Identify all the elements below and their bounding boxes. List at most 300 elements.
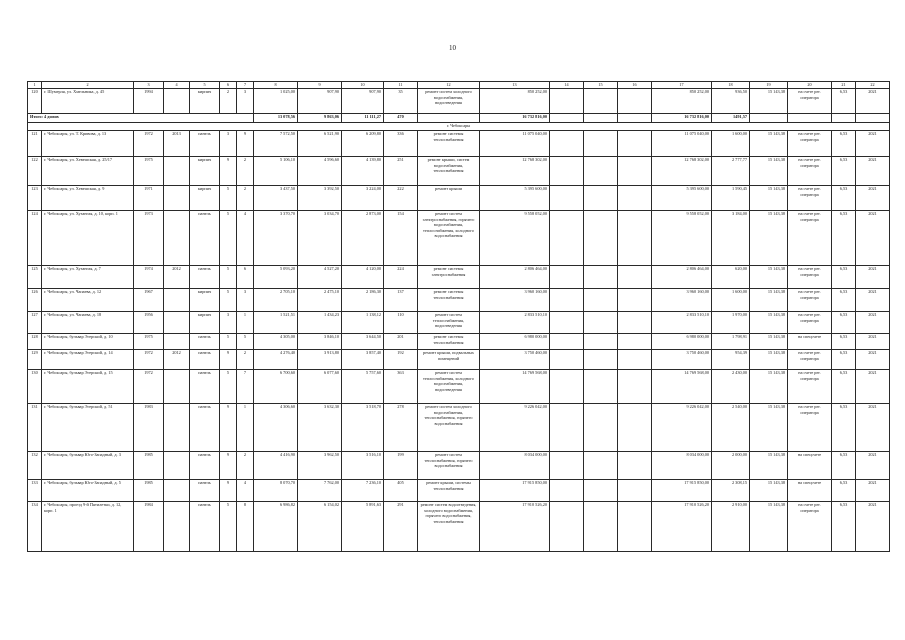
total-area-cell: 13 078,56 (254, 114, 298, 123)
cost-cell (584, 186, 618, 211)
fund-method-cell: на счете рег. оператора (788, 131, 832, 157)
floors-cell: 2 (220, 89, 237, 114)
planned-year-cell: 2021 (856, 131, 890, 157)
total-row (28, 114, 890, 123)
column-number-cell: 11 (384, 82, 418, 89)
total-area-cell: 1 521,51 (254, 312, 298, 334)
wall-material-cell: кирпич (190, 186, 220, 211)
fund-method-cell: на счете рег. оператора (788, 370, 832, 404)
works-cell: ремонт систем теплоснабжения, холодного водоснабжения, водоотведения (418, 370, 480, 404)
row-number-cell: 126 (28, 289, 42, 312)
column-number-cell: 4 (164, 82, 190, 89)
planned-year-cell: 2021 (856, 452, 890, 480)
cost-cell (584, 89, 618, 114)
row-number-cell: 128 (28, 334, 42, 350)
year-reconstructed-cell: 2012 (164, 350, 190, 370)
floors-cell: 3 (220, 312, 237, 334)
cost-total-cell: 14 769 568,00 (480, 370, 550, 404)
planned-year-cell: 2021 (856, 404, 890, 452)
private-area-cell: 907,90 (342, 89, 384, 114)
column-number-cell: 6 (220, 82, 237, 89)
table-row (28, 452, 890, 480)
cost-cell (618, 266, 652, 289)
entrances-cell: 9 (237, 131, 254, 157)
cost-cell (550, 350, 584, 370)
column-number-cell: 10 (342, 82, 384, 89)
column-number-cell: 13 (480, 82, 550, 89)
address-cell: г. Чебоксары, бульвар Юго-Западный, д. 5 (42, 480, 134, 502)
row-number-cell: 129 (28, 350, 42, 370)
entrances-cell: 8 (237, 502, 254, 552)
works-cell: ремонт системы теплоснабжения (418, 131, 480, 157)
living-area-cell: 4 527,20 (298, 266, 342, 289)
works-cell: ремонт системы теплоснабжения (418, 289, 480, 312)
planned-year-cell: 2021 (856, 211, 890, 266)
year-built-cell: 1967 (134, 289, 164, 312)
wall-material-cell: панель (190, 452, 220, 480)
year-built-cell: 1972 (134, 131, 164, 157)
residents-cell: 363 (384, 370, 418, 404)
cost-total-cell: 3 960 160,00 (480, 289, 550, 312)
address-cell: г. Чебоксары, ул. Хевешская, д. 9 (42, 186, 134, 211)
column-number-row (28, 82, 890, 89)
entrances-cell: 3 (237, 289, 254, 312)
row-number-cell: 124 (28, 211, 42, 266)
private-area-cell: 5 757,60 (342, 370, 384, 404)
cost-cell (584, 350, 618, 370)
index-cell: 6,53 (832, 350, 856, 370)
cost-cell (550, 452, 584, 480)
address-cell: г. Чебоксары, проезд 9-й Пятилетки, д. 12, корп. 1 (42, 502, 134, 552)
cost-per-m2-cell: 2 540,00 (712, 404, 750, 452)
cost-cell (584, 312, 618, 334)
total-area-cell: 5 093,20 (254, 266, 298, 289)
empty-cell (788, 114, 832, 123)
total-living-area-cell: 9 863,06 (298, 114, 342, 123)
entrances-cell: 2 (237, 157, 254, 186)
planned-year-cell: 2021 (856, 157, 890, 186)
private-area-cell: 7 236,10 (342, 480, 384, 502)
wall-material-cell: кирпич (190, 289, 220, 312)
cost-cell (618, 131, 652, 157)
year-built-cell: 1974 (134, 266, 164, 289)
planned-year-cell: 2021 (856, 266, 890, 289)
total-area-cell: 4 416,90 (254, 452, 298, 480)
year-reconstructed-cell (164, 289, 190, 312)
private-area-cell: 3 857,40 (342, 350, 384, 370)
living-area-cell: 3 913,80 (298, 350, 342, 370)
limit-per-m2-cell: 15 143,38 (750, 480, 788, 502)
total-area-cell: 7 572,50 (254, 131, 298, 157)
floors-cell: 5 (220, 370, 237, 404)
year-reconstructed-cell (164, 334, 190, 350)
page-number: 10 (449, 44, 456, 52)
year-built-cell: 1971 (134, 186, 164, 211)
index-cell: 6,53 (832, 312, 856, 334)
entrances-cell: 1 (237, 404, 254, 452)
cost-total-cell: 17 910 526,20 (480, 502, 550, 552)
living-area-cell: 1 434,23 (298, 312, 342, 334)
year-built-cell: 1956 (134, 312, 164, 334)
table-row (28, 480, 890, 502)
wall-material-cell: кирпич (190, 89, 220, 114)
empty-cell (418, 114, 480, 123)
table-row (28, 334, 890, 350)
column-number-cell: 8 (254, 82, 298, 89)
year-built-cell: 1985 (134, 480, 164, 502)
address-cell: г. Чебоксары, ул. Т. Кривова, д. 13 (42, 131, 134, 157)
works-cell: ремонт систем электроснабжения, горячего водоснабжения, теплоснабжения, холодного водоснабжения (418, 211, 480, 266)
total-cost-per-m2-cell: 1491,57 (712, 114, 750, 123)
floors-cell: 9 (220, 157, 237, 186)
table-row (28, 157, 890, 186)
works-cell: ремонт крыши, системы теплоснабжения (418, 480, 480, 502)
limit-per-m2-cell: 15 143,38 (750, 312, 788, 334)
private-area-cell: 4 139,80 (342, 157, 384, 186)
address-cell: г. Чебоксары, ул. Чапаева, д. 12 (42, 289, 134, 312)
address-cell: г. Чебоксары, бульвар Юго-Западный, д. 3 (42, 452, 134, 480)
total-area-cell: 5 106,10 (254, 157, 298, 186)
total-area-cell: 1 025,00 (254, 89, 298, 114)
cost-owners-cell: 850 252,00 (652, 89, 712, 114)
floors-cell: 5 (220, 211, 237, 266)
table-row (28, 350, 890, 370)
cost-cell (584, 131, 618, 157)
cost-cell (550, 131, 584, 157)
cost-owners-cell: 5 395 600,00 (652, 186, 712, 211)
private-area-cell: 3 518,70 (342, 404, 384, 452)
planned-year-cell: 2021 (856, 370, 890, 404)
column-number-cell: 2 (42, 82, 134, 89)
table-row (28, 266, 890, 289)
floors-cell: 9 (220, 452, 237, 480)
residents-cell: 405 (384, 480, 418, 502)
year-reconstructed-cell (164, 480, 190, 502)
residents-cell: 192 (384, 350, 418, 370)
living-area-cell: 6 077,60 (298, 370, 342, 404)
fund-method-cell: на счете рег. оператора (788, 404, 832, 452)
fund-method-cell: на счете рег. оператора (788, 157, 832, 186)
table-row (28, 404, 890, 452)
address-cell: г. Чебоксары, бульвар Эгерский, д. 51 (42, 404, 134, 452)
year-built-cell: 1985 (134, 452, 164, 480)
private-area-cell: 3 516,10 (342, 452, 384, 480)
cost-cell (550, 480, 584, 502)
living-area-cell: 907,90 (298, 89, 342, 114)
index-cell: 6,53 (832, 334, 856, 350)
cost-cell (618, 480, 652, 502)
row-number-cell: 132 (28, 452, 42, 480)
index-cell: 6,53 (832, 452, 856, 480)
index-cell: 6,53 (832, 186, 856, 211)
cost-cell (550, 186, 584, 211)
total-cost-owners-cell: 16 732 816,00 (652, 114, 712, 123)
planned-year-cell: 2021 (856, 186, 890, 211)
index-cell: 6,53 (832, 404, 856, 452)
table-row (28, 289, 890, 312)
total-area-cell: 4 306,60 (254, 404, 298, 452)
row-number-cell: 120 (28, 89, 42, 114)
year-built-cell: 1973 (134, 211, 164, 266)
limit-per-m2-cell: 15 143,38 (750, 131, 788, 157)
row-number-cell: 130 (28, 370, 42, 404)
year-built-cell: 1984 (134, 502, 164, 552)
year-reconstructed-cell (164, 452, 190, 480)
index-cell: 6,53 (832, 131, 856, 157)
works-cell: ремонт систем теплоснабжения, горячего водоснабжения (418, 452, 480, 480)
table-body (28, 82, 890, 552)
total-area-cell: 4 305,00 (254, 334, 298, 350)
year-built-cell: 1983 (134, 404, 164, 452)
cost-total-cell: 5 395 600,00 (480, 186, 550, 211)
total-area-cell: 2 705,10 (254, 289, 298, 312)
empty-cell (584, 114, 618, 123)
entrances-cell: 7 (237, 370, 254, 404)
total-area-cell: 3 370,70 (254, 211, 298, 266)
year-built-cell: 1975 (134, 157, 164, 186)
year-reconstructed-cell (164, 186, 190, 211)
cost-cell (550, 266, 584, 289)
living-area-cell: 3 962,50 (298, 452, 342, 480)
cost-owners-cell: 2 806 464,00 (652, 266, 712, 289)
cost-owners-cell: 14 769 568,00 (652, 370, 712, 404)
cost-owners-cell: 17 910 526,20 (652, 502, 712, 552)
city-header-row (28, 123, 890, 131)
cost-per-m2-cell: 2 430,00 (712, 370, 750, 404)
column-number-cell: 20 (788, 82, 832, 89)
cost-cell (550, 289, 584, 312)
floors-cell: 5 (220, 266, 237, 289)
wall-material-cell: панель (190, 266, 220, 289)
cost-owners-cell: 12 768 302,00 (652, 157, 712, 186)
cost-total-cell: 8 034 000,00 (480, 452, 550, 480)
cost-cell (618, 157, 652, 186)
wall-material-cell: панель (190, 404, 220, 452)
total-residents-cell: 470 (384, 114, 418, 123)
capital-repair-register-table (27, 81, 890, 552)
cost-per-m2-cell: 2 308,15 (712, 480, 750, 502)
cost-cell (550, 312, 584, 334)
cost-owners-cell: 3 960 160,00 (652, 289, 712, 312)
entrances-cell: 2 (237, 350, 254, 370)
cost-total-cell: 850 252,00 (480, 89, 550, 114)
address-cell: г. Чебоксары, бульвар Эгерский, д. 10 (42, 334, 134, 350)
wall-material-cell: панель (190, 480, 220, 502)
cost-total-cell: 2 806 464,00 (480, 266, 550, 289)
year-built-cell: 1972 (134, 350, 164, 370)
cost-per-m2-cell: 1 970,00 (712, 312, 750, 334)
column-number-cell: 14 (550, 82, 584, 89)
private-area-cell: 5 891,63 (342, 502, 384, 552)
private-area-cell: 3 644,50 (342, 334, 384, 350)
residents-cell: 110 (384, 312, 418, 334)
limit-per-m2-cell: 15 143,38 (750, 350, 788, 370)
works-cell: ремонт систем холодного водоснабжения, водоотведения (418, 89, 480, 114)
planned-year-cell: 2021 (856, 334, 890, 350)
cost-per-m2-cell: 3 184,00 (712, 211, 750, 266)
empty-cell (856, 114, 890, 123)
works-cell: ремонт систем водоотведения, холодного водоснабжения, горячего водоснабжения, теплоснабжения (418, 502, 480, 552)
cost-per-m2-cell: 954,39 (712, 350, 750, 370)
private-area-cell: 1 138,12 (342, 312, 384, 334)
cost-per-m2-cell: 2 910,00 (712, 502, 750, 552)
address-cell: г. Чебоксары, ул. Хузангая, д. 10, корп. 1 (42, 211, 134, 266)
total-private-area-cell: 11 111,27 (342, 114, 384, 123)
column-number-cell: 15 (584, 82, 618, 89)
cost-total-cell: 3 750 460,00 (480, 350, 550, 370)
cost-cell (584, 452, 618, 480)
limit-per-m2-cell: 15 143,38 (750, 157, 788, 186)
limit-per-m2-cell: 15 143,38 (750, 452, 788, 480)
year-reconstructed-cell (164, 370, 190, 404)
living-area-cell: 4 596,60 (298, 157, 342, 186)
limit-per-m2-cell: 15 143,38 (750, 289, 788, 312)
index-cell: 6,53 (832, 370, 856, 404)
wall-material-cell: панель (190, 211, 220, 266)
table-row (28, 89, 890, 114)
cost-cell (618, 370, 652, 404)
fund-method-cell: на спецсчете (788, 334, 832, 350)
cost-cell (618, 404, 652, 452)
cost-cell (584, 370, 618, 404)
cost-cell (618, 502, 652, 552)
wall-material-cell: панель (190, 370, 220, 404)
cost-total-cell: 9 226 042,00 (480, 404, 550, 452)
entrances-cell: 5 (237, 334, 254, 350)
index-cell: 6,53 (832, 502, 856, 552)
planned-year-cell: 2021 (856, 312, 890, 334)
total-area-cell: 4 276,40 (254, 350, 298, 370)
living-area-cell: 6 154,02 (298, 502, 342, 552)
table-row (28, 131, 890, 157)
floors-cell: 9 (220, 480, 237, 502)
private-area-cell: 4 120,00 (342, 266, 384, 289)
residents-cell: 35 (384, 89, 418, 114)
cost-total-cell: 17 915 850,00 (480, 480, 550, 502)
cost-per-m2-cell: 620,00 (712, 266, 750, 289)
entrances-cell: 2 (237, 186, 254, 211)
address-cell: г. Чебоксары, бульвар Эгерский, д. 14 (42, 350, 134, 370)
cost-per-m2-cell: 1 798,91 (712, 334, 750, 350)
cost-cell (584, 502, 618, 552)
column-number-cell: 3 (134, 82, 164, 89)
cost-cell (584, 266, 618, 289)
fund-method-cell: на счете рег. оператора (788, 350, 832, 370)
residents-cell: 251 (384, 157, 418, 186)
wall-material-cell: панель (190, 334, 220, 350)
cost-cell (584, 211, 618, 266)
year-reconstructed-cell (164, 312, 190, 334)
address-cell: г. Чебоксары, ул. Хузангая, д. 7 (42, 266, 134, 289)
residents-cell: 291 (384, 502, 418, 552)
residents-cell: 201 (384, 334, 418, 350)
cost-owners-cell: 8 034 000,00 (652, 452, 712, 480)
year-reconstructed-cell: 2012 (164, 266, 190, 289)
column-number-cell: 16 (618, 82, 652, 89)
cost-owners-cell: 17 915 850,00 (652, 480, 712, 502)
cost-owners-cell: 9 558 052,00 (652, 211, 712, 266)
works-cell: ремонт системы теплоснабжения (418, 334, 480, 350)
residents-cell: 199 (384, 452, 418, 480)
index-cell: 6,53 (832, 289, 856, 312)
limit-per-m2-cell: 15 143,38 (750, 186, 788, 211)
cost-cell (584, 404, 618, 452)
total-area-cell: 8 070,70 (254, 480, 298, 502)
cost-per-m2-cell: 2 777,77 (712, 157, 750, 186)
year-reconstructed-cell: 2013 (164, 131, 190, 157)
fund-method-cell: на спецсчете (788, 452, 832, 480)
row-number-cell: 121 (28, 131, 42, 157)
row-number-cell: 134 (28, 502, 42, 552)
cost-cell (618, 289, 652, 312)
wall-material-cell: кирпич (190, 157, 220, 186)
cost-cell (618, 312, 652, 334)
floors-cell: 9 (220, 350, 237, 370)
row-number-cell: 122 (28, 157, 42, 186)
living-area-cell: 3 392,50 (298, 186, 342, 211)
residents-cell: 336 (384, 131, 418, 157)
living-area-cell: 3 632,30 (298, 404, 342, 452)
column-number-cell: 7 (237, 82, 254, 89)
works-cell: ремонт крыши, подвальных помещений (418, 350, 480, 370)
living-area-cell: 7 762,00 (298, 480, 342, 502)
cost-per-m2-cell: 936,50 (712, 89, 750, 114)
planned-year-cell: 2021 (856, 502, 890, 552)
cost-total-cell: 6 980 000,00 (480, 334, 550, 350)
floors-cell: 5 (220, 334, 237, 350)
year-reconstructed-cell (164, 404, 190, 452)
table-row (28, 211, 890, 266)
cost-owners-cell: 3 750 460,00 (652, 350, 712, 370)
total-label-cell: Итого: 4 домов (28, 114, 254, 123)
fund-method-cell: на счете рег. оператора (788, 312, 832, 334)
wall-material-cell: панель (190, 350, 220, 370)
column-number-cell: 21 (832, 82, 856, 89)
row-number-cell: 127 (28, 312, 42, 334)
works-cell: ремонт систем холодного водоснабжения, теплоснабжения, горячего водоснабжения (418, 404, 480, 452)
row-number-cell: 131 (28, 404, 42, 452)
fund-method-cell: на счете рег. оператора (788, 89, 832, 114)
planned-year-cell: 2021 (856, 89, 890, 114)
cost-owners-cell: 9 226 042,00 (652, 404, 712, 452)
wall-material-cell: кирпич (190, 312, 220, 334)
limit-per-m2-cell: 15 143,38 (750, 334, 788, 350)
index-cell: 6,53 (832, 480, 856, 502)
residents-cell: 224 (384, 266, 418, 289)
year-reconstructed-cell (164, 157, 190, 186)
floors-cell: 5 (220, 502, 237, 552)
address-cell: г. Шумерля, ул. Хмельника, д. 45 (42, 89, 134, 114)
cost-per-m2-cell: 1 590,45 (712, 186, 750, 211)
floors-cell: 5 (220, 289, 237, 312)
living-area-cell: 3 846,10 (298, 334, 342, 350)
index-cell: 6,53 (832, 266, 856, 289)
floors-cell: 5 (220, 186, 237, 211)
limit-per-m2-cell: 15 143,38 (750, 266, 788, 289)
city-name-cell: г. Чебоксары (28, 123, 890, 131)
row-number-cell: 133 (28, 480, 42, 502)
cost-owners-cell: 2 833 510,10 (652, 312, 712, 334)
limit-per-m2-cell: 15 143,38 (750, 89, 788, 114)
index-cell: 6,53 (832, 211, 856, 266)
residents-cell: 278 (384, 404, 418, 452)
address-cell: г. Чебоксары, бульвар Эгерский, д. 15 (42, 370, 134, 404)
cost-owners-cell: 6 980 000,00 (652, 334, 712, 350)
cost-cell (584, 289, 618, 312)
fund-method-cell: на счете рег. оператора (788, 266, 832, 289)
residents-cell: 222 (384, 186, 418, 211)
works-cell: ремонт крыши (418, 186, 480, 211)
